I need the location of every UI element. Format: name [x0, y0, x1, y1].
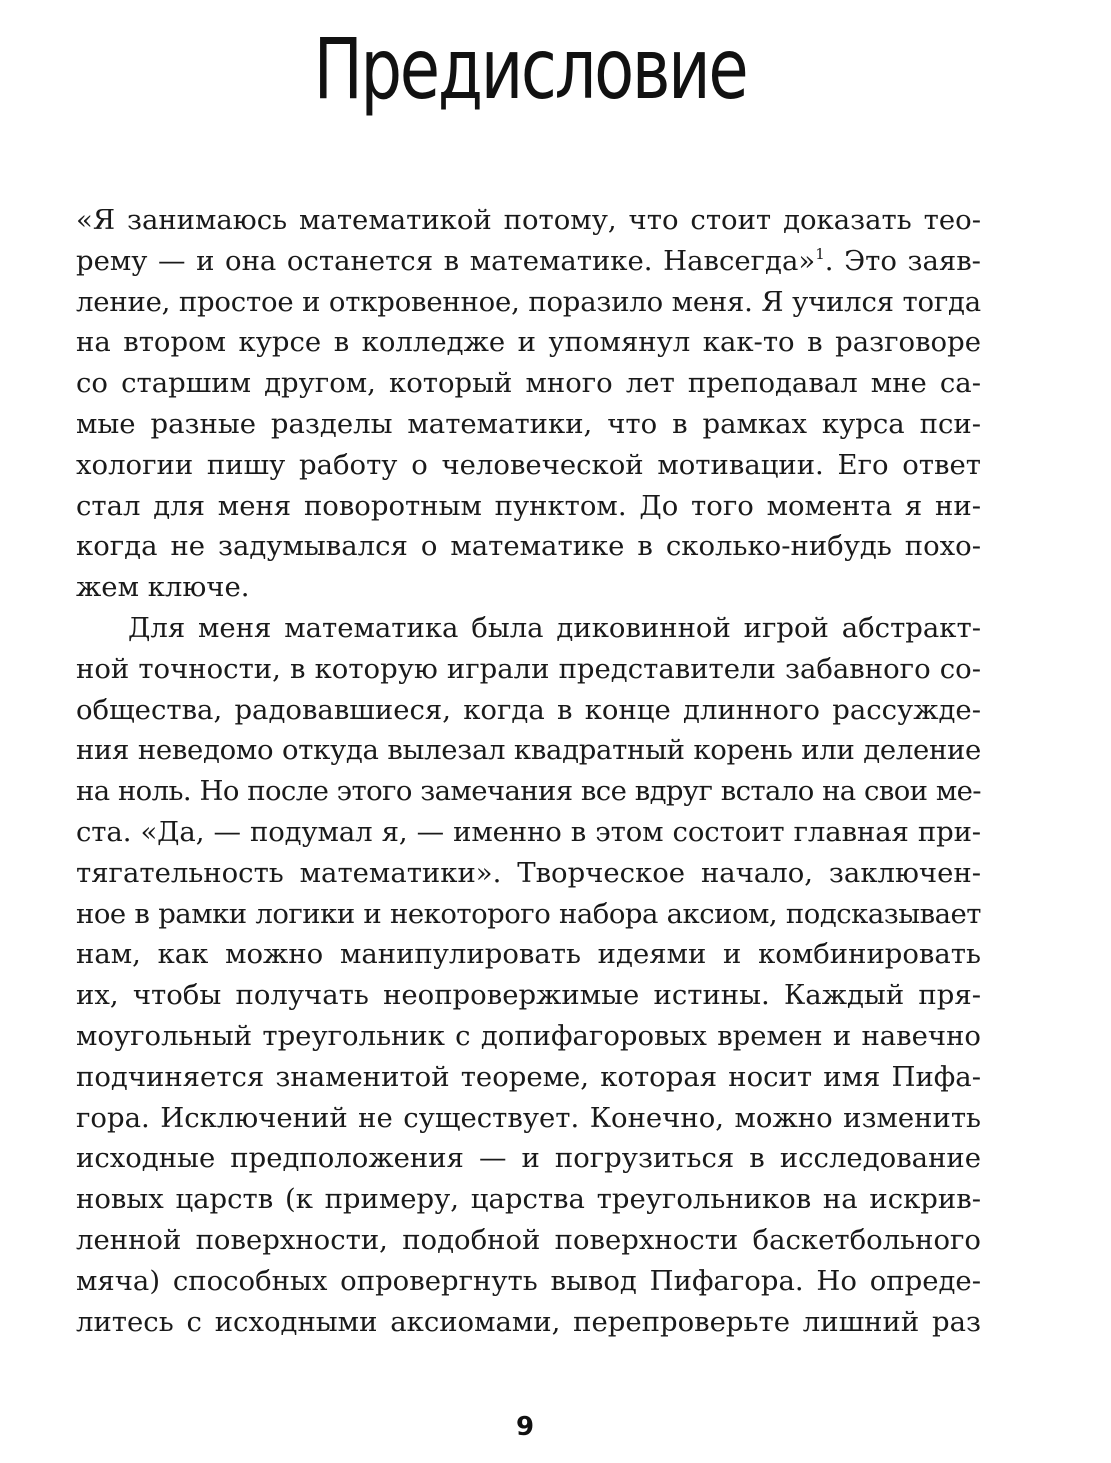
- footnote-marker[interactable]: 1: [815, 244, 825, 263]
- text-fragment: рему — и она останется в математике. Навсегда»: [76, 244, 816, 277]
- text-line: нам, как можно манипулировать идеями и комбинировать: [76, 938, 981, 971]
- text-line: тягательность математики». Творческое начало, заключен-: [76, 856, 981, 889]
- body-text: [76, 200, 981, 1342]
- text-line: на ноль. Но после этого замечания все вдруг встало на свои ме-: [76, 775, 981, 808]
- text-line: ста. «Да, — подумал я, — именно в этом состоит главная при-: [76, 815, 981, 848]
- text-line: моугольный треугольник с допифагоровых времен и навечно: [76, 1019, 981, 1052]
- text-line: ление, простое и откровенное, поразило меня. Я учился тогда: [76, 285, 981, 318]
- paragraph-2: [76, 608, 981, 1342]
- text-line: «Я занимаюсь математикой потому, что стоит доказать тео-: [76, 204, 981, 236]
- text-line: литесь с исходными аксиомами, перепроверьте лишний раз: [76, 1305, 981, 1338]
- text-line: хологии пишу работу о человеческой мотивации. Его ответ: [76, 448, 981, 481]
- text-line: ния неведомо откуда вылезал квадратный корень или деление: [76, 734, 981, 767]
- text-line: на втором курсе в колледже и упомянул как-то в разговоре: [76, 326, 981, 359]
- text-line: мяча) способных опровергнуть вывод Пифагора. Но опреде-: [76, 1264, 981, 1297]
- text-line: ной точности, в которую играли представители забавного со-: [76, 652, 981, 685]
- text-line: гора. Исключений не существует. Конечно, можно изменить: [76, 1101, 981, 1134]
- text-line: их, чтобы получать неопровержимые истины. Каждый пря-: [76, 979, 981, 1012]
- text-line: когда не задумывался о математике в сколько-нибудь похо-: [76, 530, 981, 563]
- text-line: стал для меня поворотным пунктом. До того момента я ни-: [76, 489, 981, 522]
- chapter-title: Предисловие: [313, 20, 747, 118]
- text-line: жем ключе.: [76, 571, 250, 604]
- text-line: новых царств (к примеру, царства треугольников на искрив-: [76, 1183, 981, 1216]
- text-line: подчиняется знаменитой теореме, которая носит имя Пифа-: [76, 1060, 981, 1093]
- text-line: Для меня математика была диковинной игрой абстракт-: [128, 611, 981, 644]
- text-line: мые разные разделы математики, что в рамках курса пси-: [76, 407, 981, 440]
- text-line: общества, радовавшиеся, когда в конце длинного рассужде-: [76, 693, 981, 726]
- page-number: 9: [515, 1412, 535, 1442]
- text-line: ленной поверхности, подобной поверхности баскетбольного: [76, 1223, 981, 1256]
- text-line: ное в рамки логики и некоторого набора аксиом, подсказывает: [76, 897, 981, 930]
- paragraph-1: [76, 200, 981, 608]
- text-line: исходные предположения — и погрузиться в исследование: [76, 1142, 981, 1175]
- text-line: [76, 241, 981, 282]
- text-line: со старшим другом, который много лет преподавал мне са-: [76, 367, 981, 400]
- text-fragment: . Это заяв-: [824, 244, 981, 277]
